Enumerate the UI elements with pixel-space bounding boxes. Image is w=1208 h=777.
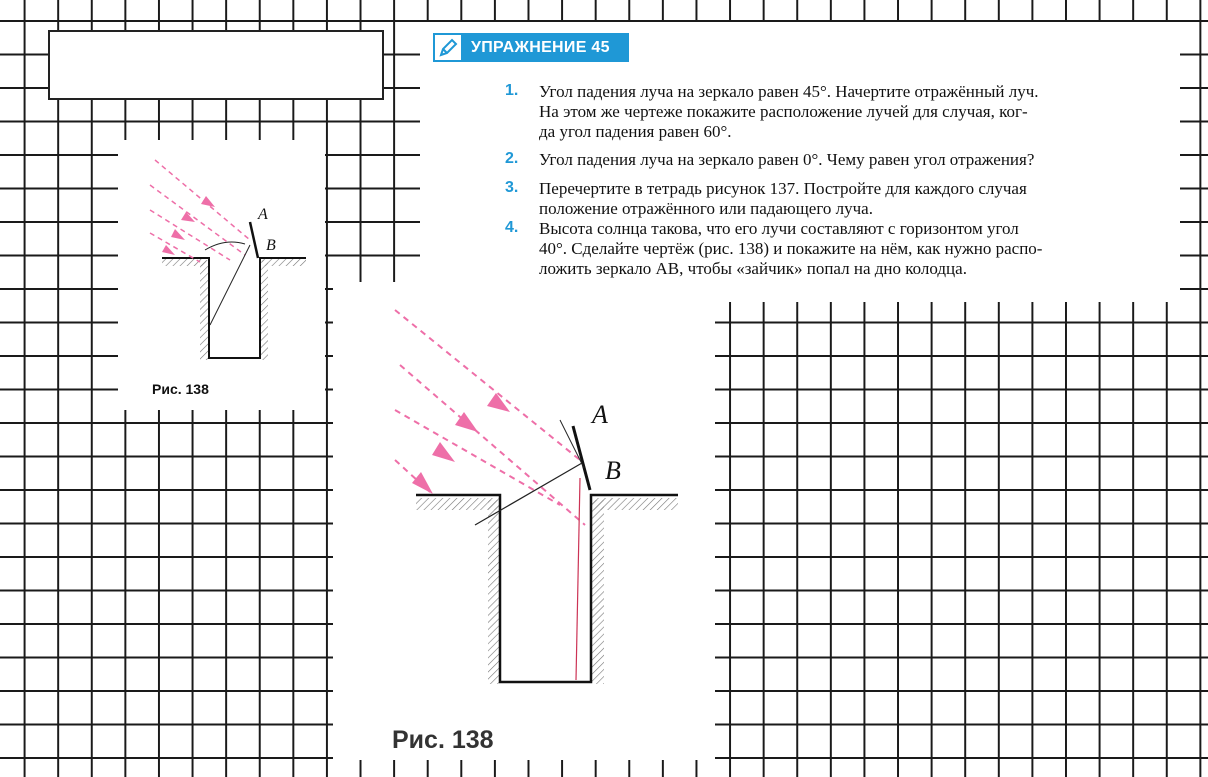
small-figure-caption: Рис. 138: [152, 381, 209, 397]
task-line: Угол падения луча на зеркало равен 45°. Начертите отражённый луч.: [539, 82, 1039, 101]
well-wall-hatch: [488, 500, 500, 684]
task-number: 2.: [505, 150, 519, 167]
well-wall-hatch: [592, 500, 604, 684]
large-label-b: B: [605, 456, 621, 485]
task-number: 1.: [505, 82, 519, 99]
ground-hatch-left: [416, 498, 500, 510]
sun-rays: [395, 310, 585, 525]
reflected-ray: [576, 478, 580, 680]
large-figure-caption: Рис. 138: [392, 726, 494, 754]
large-label-a: A: [592, 400, 608, 429]
exercise-title: УПРАЖНЕНИЕ 45: [471, 38, 610, 56]
task-line: Перечертите в тетрадь рисунок 137. Постройте для каждого случая: [539, 179, 1027, 198]
task-line: да угол падения равен 60°.: [539, 122, 732, 141]
small-label-a: A: [258, 206, 268, 223]
ray-arrowheads: [412, 393, 510, 494]
small-label-b: B: [266, 237, 276, 254]
task-line: положение отражённого или падающего луча.: [539, 199, 873, 218]
task-number: 3.: [505, 179, 519, 196]
large-mirror-ab: [573, 426, 590, 490]
task-line: Угол падения луча на зеркало равен 0°. Чему равен угол отражения?: [539, 150, 1035, 169]
task-line: Высота солнца такова, что его лучи составляют с горизонтом угол: [539, 219, 1019, 238]
task-line: ложить зеркало AB, чтобы «зайчик» попал на дно колодца.: [539, 259, 967, 278]
ground-hatch-right: [592, 498, 678, 510]
task-line: 40°. Сделайте чертёж (рис. 138) и покажите на нём, как нужно распо-: [539, 239, 1043, 258]
task-line: На этом же чертеже покажите расположение лучей для случая, ког-: [539, 102, 1028, 121]
task-number: 4.: [505, 219, 519, 236]
well-outline: [416, 495, 678, 682]
